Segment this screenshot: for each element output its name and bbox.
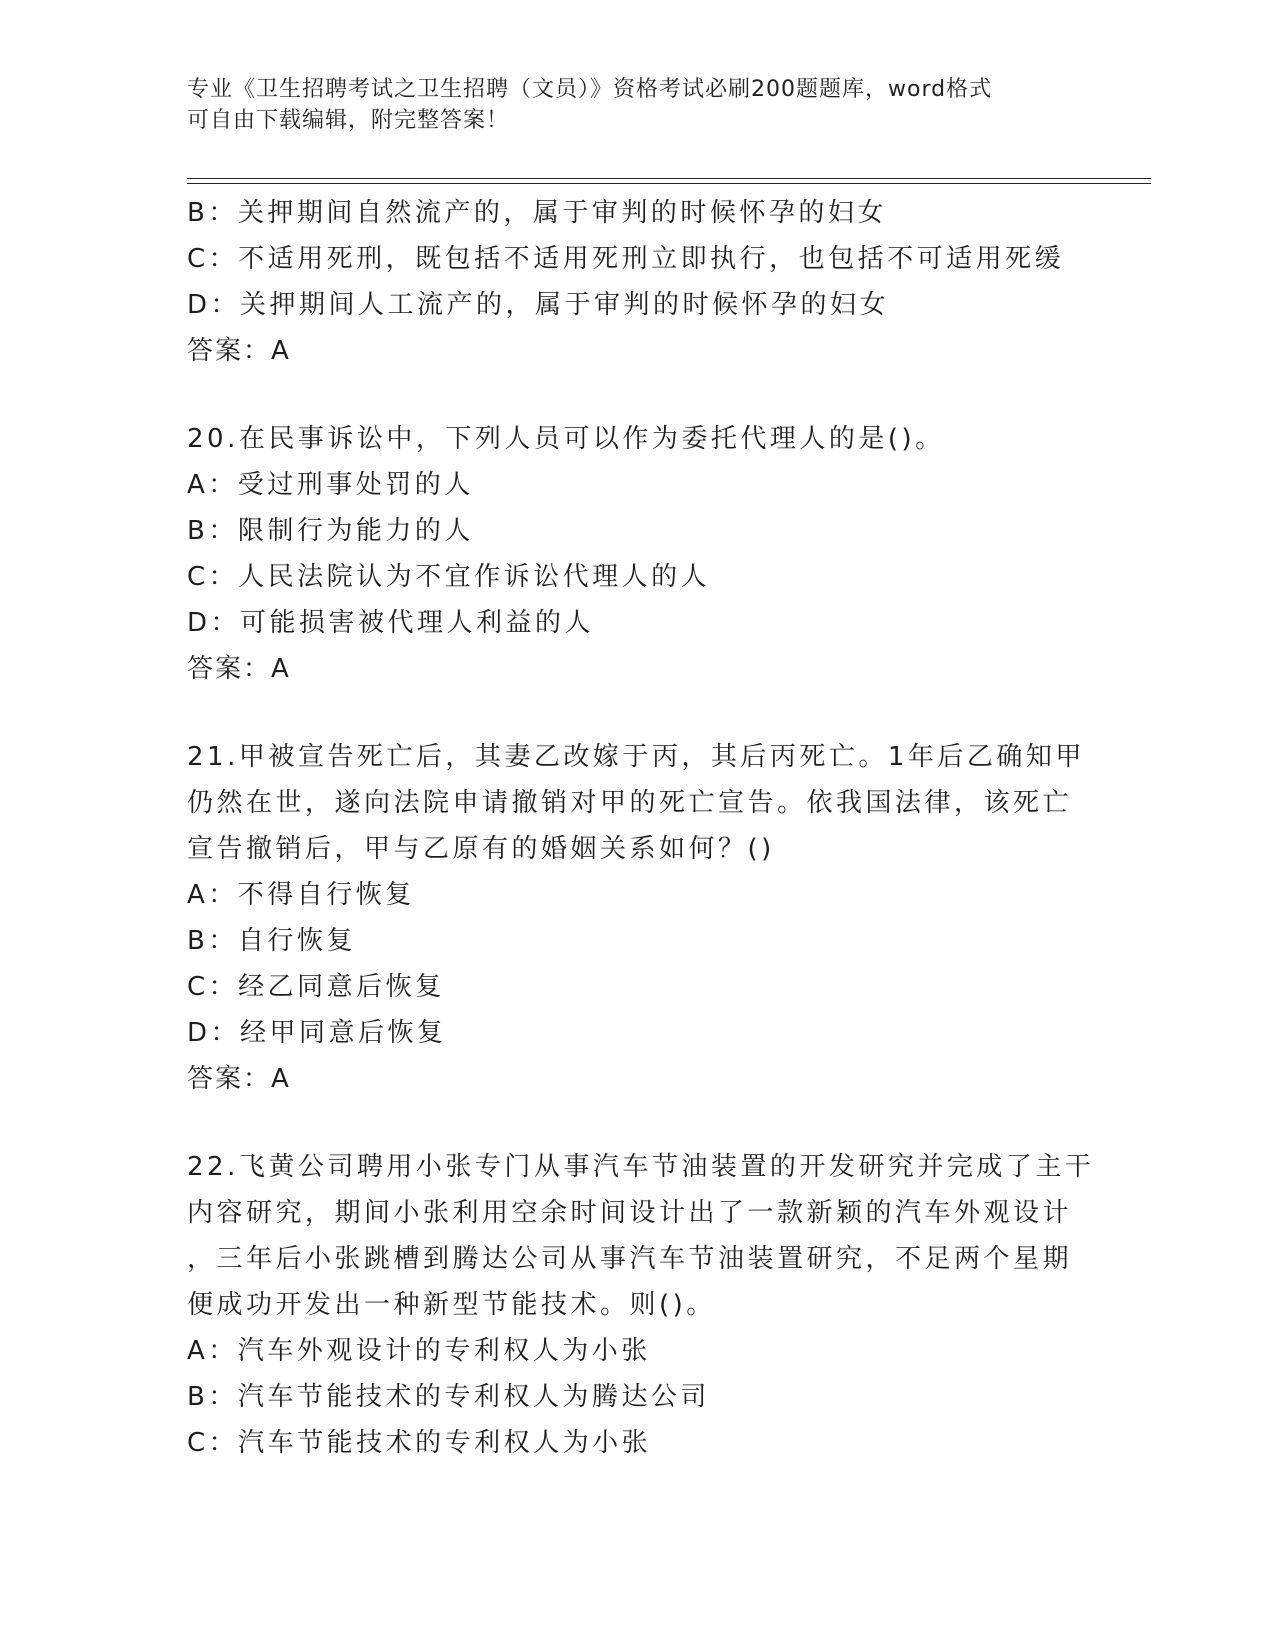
option-d: D：关押期间人工流产的，属于审判的时候怀孕的妇女	[187, 290, 890, 320]
option-d: D：经甲同意后恢复	[187, 1018, 447, 1048]
answer-line: 答案：A	[187, 336, 291, 366]
spacer	[187, 1102, 1117, 1144]
option-d: D：可能损害被代理人利益的人	[187, 608, 595, 638]
question-stem: 20.在民事诉讼中，下列人员可以作为委托代理人的是()。	[187, 424, 945, 454]
answer-line: 答案：A	[187, 1064, 291, 1094]
question-stem: 宣告撤销后，甲与乙原有的婚姻关系如何？()	[187, 834, 775, 864]
spacer	[187, 374, 1117, 416]
question-22	[187, 1144, 1117, 1466]
header-divider-bottom	[187, 183, 1151, 184]
question-stem: ，三年后小张跳槽到腾达公司从事汽车节油装置研究，不足两个星期	[187, 1244, 1073, 1274]
option-c: C：汽车节能技术的专利权人为小张	[187, 1428, 652, 1458]
option-c: C：人民法院认为不宜作诉讼代理人的人	[187, 562, 711, 592]
question-21	[187, 734, 1117, 1102]
question-list	[187, 190, 1117, 1466]
answer-line: 答案：A	[187, 654, 291, 684]
question-stem: 22.飞黄公司聘用小张专门从事汽车节油装置的开发研究并完成了主干	[187, 1152, 1095, 1182]
header-divider-top	[187, 178, 1151, 179]
option-a: A：汽车外观设计的专利权人为小张	[187, 1336, 651, 1366]
question-stem: 21.甲被宣告死亡后，其妻乙改嫁于丙，其后丙死亡。1年后乙确知甲	[187, 742, 1085, 772]
question-stem: 便成功开发出一种新型节能技术。则()。	[187, 1290, 716, 1320]
document-header	[187, 74, 1087, 136]
option-b: B：关押期间自然流产的，属于审判的时候怀孕的妇女	[187, 198, 887, 228]
option-c: C：经乙同意后恢复	[187, 972, 445, 1002]
option-a: A：受过刑事处罚的人	[187, 470, 474, 500]
question-stem: 内容研究，期间小张利用空余时间设计出了一款新颖的汽车外观设计	[187, 1198, 1073, 1228]
question-20	[187, 416, 1117, 692]
question-stem: 仍然在世，遂向法院申请撤销对甲的死亡宣告。依我国法律，该死亡	[187, 788, 1073, 818]
option-a: A：不得自行恢复	[187, 880, 415, 910]
option-b: B：限制行为能力的人	[187, 516, 474, 546]
question-19-continued	[187, 190, 1117, 374]
option-c: C：不适用死刑，既包括不适用死刑立即执行，也包括不可适用死缓	[187, 244, 1065, 274]
header-line: 可自由下载编辑，附完整答案！	[187, 108, 510, 133]
option-b: B：汽车节能技术的专利权人为腾达公司	[187, 1382, 710, 1412]
spacer	[187, 692, 1117, 734]
option-b: B：自行恢复	[187, 926, 356, 956]
header-line: 专业《卫生招聘考试之卫生招聘（文员）》资格考试必刷200题题库，word格式	[187, 77, 993, 102]
